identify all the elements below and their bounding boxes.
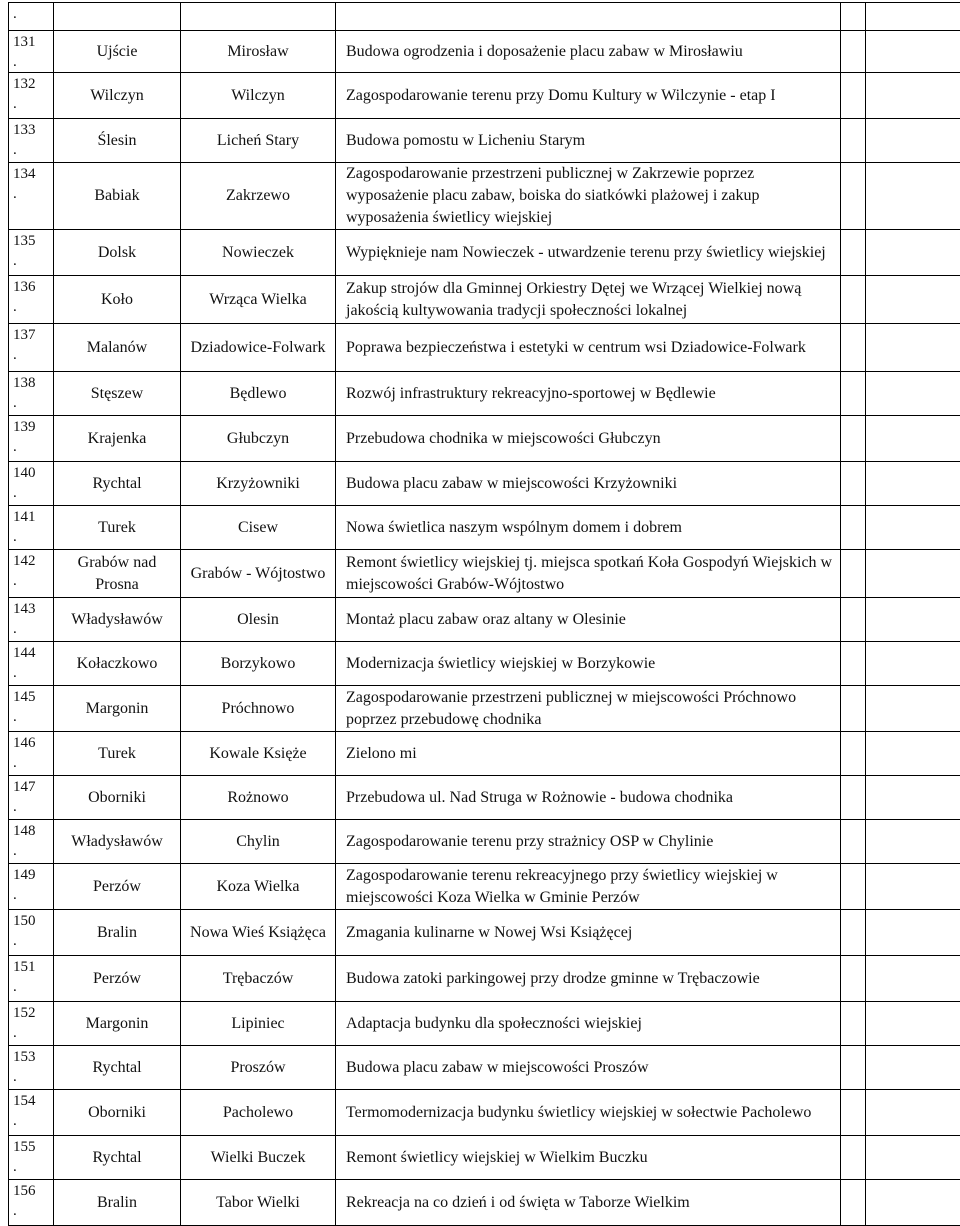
extra-cell-a [841, 506, 866, 550]
row-number: 144 . [9, 642, 54, 686]
projects-table [8, 2, 960, 1226]
project-title-cell: Nowa świetlica naszym wspólnym domem i dobrem [336, 506, 841, 550]
table-row [9, 642, 960, 686]
gmina-cell: Ślesin [54, 119, 181, 163]
gmina-cell: Stęszew [54, 372, 181, 416]
gmina-cell: Ujście [54, 31, 181, 73]
table-row [9, 1046, 960, 1090]
gmina-cell: Władysławów [54, 820, 181, 864]
table-row [9, 910, 960, 956]
extra-cell-b [866, 119, 960, 163]
solectwo-cell: Grabów - Wójtostwo [181, 550, 336, 598]
extra-cell-b [866, 324, 960, 372]
row-number: 138 . [9, 372, 54, 416]
extra-cell-a [841, 1002, 866, 1046]
header-solectwo-cell [181, 3, 336, 31]
table-row [9, 73, 960, 119]
solectwo-cell: Koza Wielka [181, 864, 336, 910]
row-number: 140 . [9, 462, 54, 506]
extra-cell-b [866, 686, 960, 732]
gmina-cell: Rychtal [54, 1046, 181, 1090]
row-number: 145 . [9, 686, 54, 732]
extra-cell-b [866, 163, 960, 230]
gmina-cell: Turek [54, 732, 181, 776]
extra-cell-b [866, 864, 960, 910]
gmina-cell: Władysławów [54, 598, 181, 642]
extra-cell-a [841, 732, 866, 776]
solectwo-cell: Kowale Księże [181, 732, 336, 776]
row-number: 131 . [9, 31, 54, 73]
table-row [9, 776, 960, 820]
project-title-cell: Zagospodarowanie przestrzeni publicznej w Zakrzewie poprzez wyposażenie placu zabaw, boiska do siatkówki plażowej i zakup wyposażenia świetlicy wiejskiej [336, 163, 841, 230]
extra-cell-b [866, 372, 960, 416]
gmina-cell: Turek [54, 506, 181, 550]
gmina-cell: Malanów [54, 324, 181, 372]
solectwo-cell: Borzykowo [181, 642, 336, 686]
extra-cell-b [866, 598, 960, 642]
project-title-cell: Rozwój infrastruktury rekreacyjno-sportowej w Będlewie [336, 372, 841, 416]
project-title-cell: Budowa zatoki parkingowej przy drodze gminne w Trębaczowie [336, 956, 841, 1002]
extra-cell-b [866, 416, 960, 462]
table-row [9, 550, 960, 598]
project-title-cell: Przebudowa ul. Nad Struga w Rożnowie - budowa chodnika [336, 776, 841, 820]
table-row [9, 956, 960, 1002]
solectwo-cell: Olesin [181, 598, 336, 642]
project-title-cell: Zagospodarowanie terenu przy Domu Kultury w Wilczynie - etap I [336, 73, 841, 119]
table-row [9, 864, 960, 910]
project-title-cell: Remont świetlicy wiejskiej tj. miejsca spotkań Koła Gospodyń Wiejskich w miejscowości Grabów-Wójtostwo [336, 550, 841, 598]
extra-cell-b [866, 910, 960, 956]
extra-cell-a [841, 276, 866, 324]
project-title-cell: Modernizacja świetlicy wiejskiej w Borzykowie [336, 642, 841, 686]
header-gmina-cell [54, 3, 181, 31]
solectwo-cell: Będlewo [181, 372, 336, 416]
project-title-cell: Zielono mi [336, 732, 841, 776]
gmina-cell: Perzów [54, 864, 181, 910]
solectwo-cell: Wielki Buczek [181, 1136, 336, 1180]
gmina-cell: Oborniki [54, 776, 181, 820]
table-row [9, 119, 960, 163]
project-title-cell: Zagospodarowanie przestrzeni publicznej w miejscowości Próchnowo poprzez przebudowę chodnika [336, 686, 841, 732]
solectwo-cell: Mirosław [181, 31, 336, 73]
extra-cell-a [841, 163, 866, 230]
table-row [9, 598, 960, 642]
project-title-cell: Rekreacja na co dzień i od święta w Taborze Wielkim [336, 1180, 841, 1226]
project-title-cell: Zakup strojów dla Gminnej Orkiestry Dętej we Wrzącej Wielkiej nową jakością kultywowania tradycji społeczności lokalnej [336, 276, 841, 324]
gmina-cell: Margonin [54, 686, 181, 732]
solectwo-cell: Pacholewo [181, 1090, 336, 1136]
row-number: 139 . [9, 416, 54, 462]
table-row [9, 820, 960, 864]
extra-cell-b [866, 230, 960, 276]
solectwo-cell: Wilczyn [181, 73, 336, 119]
extra-cell-a [841, 910, 866, 956]
row-number: 155 . [9, 1136, 54, 1180]
project-title-cell: Poprawa bezpieczeństwa i estetyki w centrum wsi Dziadowice-Folwark [336, 324, 841, 372]
extra-cell-a [841, 820, 866, 864]
row-number: 153 . [9, 1046, 54, 1090]
extra-cell-a [841, 230, 866, 276]
row-number: 156 . [9, 1180, 54, 1226]
row-number: 146 . [9, 732, 54, 776]
row-number: 133 . [9, 119, 54, 163]
extra-cell-b [866, 1090, 960, 1136]
project-title-cell: Remont świetlicy wiejskiej w Wielkim Buczku [336, 1136, 841, 1180]
solectwo-cell: Dziadowice-Folwark [181, 324, 336, 372]
solectwo-cell: Próchnowo [181, 686, 336, 732]
gmina-cell: Rychtal [54, 462, 181, 506]
project-title-cell: Budowa pomostu w Licheniu Starym [336, 119, 841, 163]
row-number: 148 . [9, 820, 54, 864]
extra-cell-a [841, 73, 866, 119]
extra-cell-b [866, 1002, 960, 1046]
project-title-cell: Adaptacja budynku dla społeczności wiejskiej [336, 1002, 841, 1046]
gmina-cell: Margonin [54, 1002, 181, 1046]
table-row [9, 686, 960, 732]
gmina-cell: Koło [54, 276, 181, 324]
extra-cell-b [866, 73, 960, 119]
solectwo-cell: Proszów [181, 1046, 336, 1090]
gmina-cell: Wilczyn [54, 73, 181, 119]
row-number: 137 . [9, 324, 54, 372]
row-number: 142 . [9, 550, 54, 598]
extra-cell-a [841, 776, 866, 820]
solectwo-cell: Cisew [181, 506, 336, 550]
extra-cell-b [866, 732, 960, 776]
table-row [9, 230, 960, 276]
solectwo-cell: Licheń Stary [181, 119, 336, 163]
extra-cell-b [866, 820, 960, 864]
header-extra-cell-a [841, 3, 866, 31]
solectwo-cell: Chylin [181, 820, 336, 864]
project-title-cell: Przebudowa chodnika w miejscowości Głubczyn [336, 416, 841, 462]
extra-cell-b [866, 1046, 960, 1090]
row-number: 147 . [9, 776, 54, 820]
table-row [9, 462, 960, 506]
gmina-cell: Dolsk [54, 230, 181, 276]
extra-cell-a [841, 462, 866, 506]
solectwo-cell: Nowa Wieś Książęca [181, 910, 336, 956]
extra-cell-b [866, 31, 960, 73]
table-row [9, 1136, 960, 1180]
row-number: 150 . [9, 910, 54, 956]
project-title-cell: Budowa placu zabaw w miejscowości Krzyżowniki [336, 462, 841, 506]
table-row [9, 372, 960, 416]
extra-cell-a [841, 1046, 866, 1090]
row-number: 154 . [9, 1090, 54, 1136]
row-number: 151 . [9, 956, 54, 1002]
extra-cell-a [841, 372, 866, 416]
table-header-row [9, 3, 960, 31]
solectwo-cell: Nowieczek [181, 230, 336, 276]
row-number: 136 . [9, 276, 54, 324]
gmina-cell: Bralin [54, 1180, 181, 1226]
table-row [9, 732, 960, 776]
gmina-cell: Bralin [54, 910, 181, 956]
table-row [9, 31, 960, 73]
project-title-cell: Montaż placu zabaw oraz altany w Olesinie [336, 598, 841, 642]
table-row [9, 324, 960, 372]
project-title-cell: Zmagania kulinarne w Nowej Wsi Książęcej [336, 910, 841, 956]
extra-cell-a [841, 598, 866, 642]
extra-cell-a [841, 956, 866, 1002]
extra-cell-a [841, 31, 866, 73]
extra-cell-b [866, 1136, 960, 1180]
project-title-cell: Zagospodarowanie terenu rekreacyjnego przy świetlicy wiejskiej w miejscowości Koza Wielka w Gminie Perzów [336, 864, 841, 910]
gmina-cell: Perzów [54, 956, 181, 1002]
header-extra-cell-b [866, 3, 960, 31]
gmina-cell: Oborniki [54, 1090, 181, 1136]
extra-cell-b [866, 642, 960, 686]
extra-cell-a [841, 864, 866, 910]
project-title-cell: Budowa ogrodzenia i doposażenie placu zabaw w Mirosławiu [336, 31, 841, 73]
row-number: 152 . [9, 1002, 54, 1046]
extra-cell-a [841, 550, 866, 598]
extra-cell-a [841, 416, 866, 462]
extra-cell-b [866, 550, 960, 598]
gmina-cell: Rychtal [54, 1136, 181, 1180]
table-row [9, 1002, 960, 1046]
extra-cell-b [866, 276, 960, 324]
header-title-cell [336, 3, 841, 31]
gmina-cell: Krajenka [54, 416, 181, 462]
gmina-cell: Kołaczkowo [54, 642, 181, 686]
extra-cell-a [841, 1090, 866, 1136]
row-number: 132 . [9, 73, 54, 119]
extra-cell-a [841, 119, 866, 163]
gmina-cell: Grabów nad Prosna [54, 550, 181, 598]
extra-cell-b [866, 956, 960, 1002]
extra-cell-b [866, 506, 960, 550]
extra-cell-a [841, 1136, 866, 1180]
solectwo-cell: Zakrzewo [181, 163, 336, 230]
table-row [9, 276, 960, 324]
table-row [9, 163, 960, 230]
row-number: 134 . [9, 163, 54, 230]
table-row [9, 1090, 960, 1136]
header-num-cell: . [9, 3, 54, 31]
solectwo-cell: Wrząca Wielka [181, 276, 336, 324]
extra-cell-b [866, 776, 960, 820]
solectwo-cell: Trębaczów [181, 956, 336, 1002]
table-row [9, 416, 960, 462]
row-number: 143 . [9, 598, 54, 642]
project-title-cell: Budowa placu zabaw w miejscowości Proszów [336, 1046, 841, 1090]
table-row [9, 506, 960, 550]
project-title-cell: Wypięknieje nam Nowieczek - utwardzenie terenu przy świetlicy wiejskiej [336, 230, 841, 276]
solectwo-cell: Głubczyn [181, 416, 336, 462]
row-number: 149 . [9, 864, 54, 910]
row-number: 141 . [9, 506, 54, 550]
extra-cell-a [841, 642, 866, 686]
row-number: 135 . [9, 230, 54, 276]
project-title-cell: Termomodernizacja budynku świetlicy wiejskiej w sołectwie Pacholewo [336, 1090, 841, 1136]
gmina-cell: Babiak [54, 163, 181, 230]
solectwo-cell: Rożnowo [181, 776, 336, 820]
extra-cell-b [866, 462, 960, 506]
solectwo-cell: Tabor Wielki [181, 1180, 336, 1226]
project-title-cell: Zagospodarowanie terenu przy strażnicy OSP w Chylinie [336, 820, 841, 864]
solectwo-cell: Lipiniec [181, 1002, 336, 1046]
extra-cell-a [841, 324, 866, 372]
extra-cell-a [841, 686, 866, 732]
solectwo-cell: Krzyżowniki [181, 462, 336, 506]
